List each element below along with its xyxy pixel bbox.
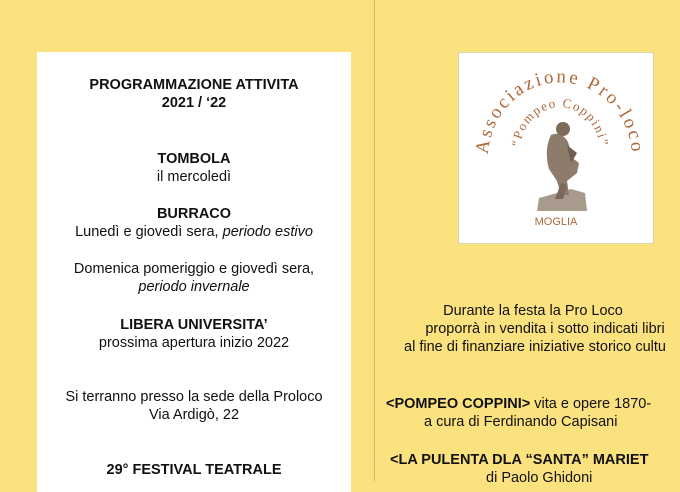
program-heading: PROGRAMMAZIONE ATTIVITA <box>89 77 299 93</box>
intro-line-3: al fine di finanziare iniziative storico cultu <box>404 339 666 355</box>
program-year: 2021 / ‘22 <box>161 95 227 111</box>
sale-intro <box>386 302 680 356</box>
tombola-title: TOMBOLA <box>157 151 231 167</box>
festival-title: 29° FESTIVAL TEATRALE <box>106 462 282 478</box>
page-fold-line <box>374 0 375 481</box>
logo-arc-outer: Associazione Pro-loco <box>471 66 649 156</box>
book-2-author: di Paolo Ghidoni <box>486 470 593 486</box>
activities-panel <box>37 52 351 492</box>
book-2-title: <LA PULENTA DLA “SANTA” MARIET <box>390 452 649 468</box>
tombola-schedule: il mercoledì <box>156 169 232 185</box>
venue-line: Si terranno presso la sede della Proloco <box>65 389 323 405</box>
logo-arc-inner: “Pompeo Coppini” <box>508 95 612 148</box>
statue-icon <box>537 122 587 211</box>
logo-place: MOGLIA <box>534 216 578 228</box>
book-1-author: a cura di Ferdinando Capisani <box>424 414 618 430</box>
proloco-emblem <box>459 53 653 243</box>
proloco-logo <box>458 52 654 244</box>
burraco-winter-period: periodo invernale <box>138 279 250 295</box>
intro-line-2: proporrà in vendita i sotto indicati libri <box>425 321 665 337</box>
book-1 <box>386 395 680 431</box>
university-title: LIBERA UNIVERSITA’ <box>120 317 268 333</box>
burraco-title: BURRACO <box>156 206 232 222</box>
burraco-schedule-winter: Domenica pomeriggio e giovedì sera, <box>73 261 315 277</box>
burraco-schedule-summer: Lunedì e giovedì sera, periodo estivo <box>75 224 313 240</box>
intro-line-1: Durante la festa la Pro Loco <box>443 303 623 319</box>
venue-address: Via Ardigò, 22 <box>148 407 240 423</box>
book-2 <box>386 451 680 487</box>
university-opening: prossima apertura inizio 2022 <box>98 335 290 351</box>
book-1-title: <POMPEO COPPINI> vita e opere 1870- <box>386 396 652 412</box>
